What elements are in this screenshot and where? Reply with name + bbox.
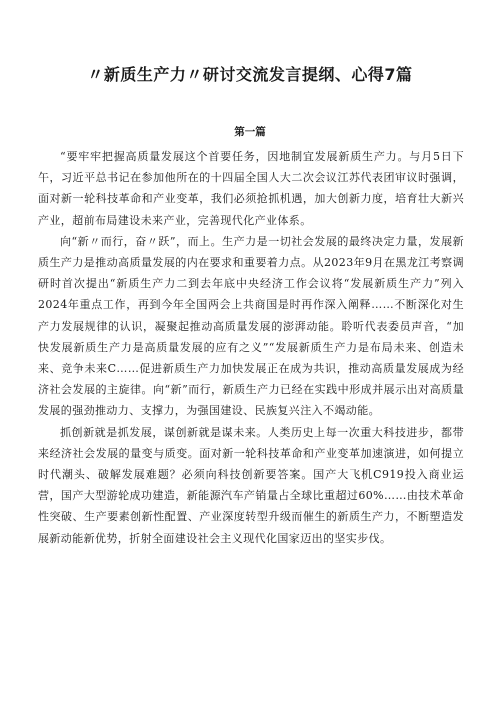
document-title: 〃新质生产力〃研讨交流发言提纲、心得7篇 [87, 65, 413, 84]
paragraph: 抓创新就是抓发展，谋创新就是谋未来。人类历史上每一次重大科技进步，都带来经济社会发展的量变与质变。面对新一轮科技革命和产业变革加速演进，如何提立时代潮头、破解发展难题？必须向科技创新要答案。国产大飞机C919投入商业运营，国产大型游轮成功建造，新能源汽车产销量占全球比重超过60%……由技术革命性突破、生产要素创新性配置、产业深度转型升级而催生的新质生产力，不断塑造发展新动能新优势，折射全面建设社会主义现代化国家迈出的坚实步伐。 [38, 425, 464, 545]
section-heading: 第一篇 [234, 126, 266, 138]
paragraph: 向“新〃而行，奋〃跃”，而上。生产力是一切社会发展的最终决定力量，发展新质生产力是推动高质量发展的内在要求和重要着力点。从2023年9月在黑龙江考察调研时首次提出“新质生产力二到去年底中央经济工作会议将“发展新质生产力”列入2024年重点工作，再到今年全国两会上共商国是时再作深入阐释……不断深化对生产力发展规律的认识，凝聚起推动高质量发展的澎湃动能。聆听代表委员声音，“加快发展新质生产力是高质量发展的应有之义”“发展新质生产力是布局未来、创造未来、竞争未来C……促进新质生产力加快发展正在成为共识，推动高质量发展成为经济社会发展的主旋律。向“新”而行，新质生产力已经在实践中形成并展示出对高质量发展的强劲推动力、支撑力，为强国建设、民族复兴注入不竭动能。 [38, 234, 464, 418]
document-body [38, 146, 464, 549]
paragraph: “要牢牢把握高质量发展这个首要任务，因地制宜发展新质生产力。与月5日下午，习近平总书记在参加他所在的十四届全国人大二次会议江苏代表团审议时强调，面对新一轮科技革命和产业变革，我们必须抢抓机遇，加大创新力度，培育壮大新兴产业，超前布局建设未来产业，完善现代化产业体系。 [38, 150, 464, 227]
